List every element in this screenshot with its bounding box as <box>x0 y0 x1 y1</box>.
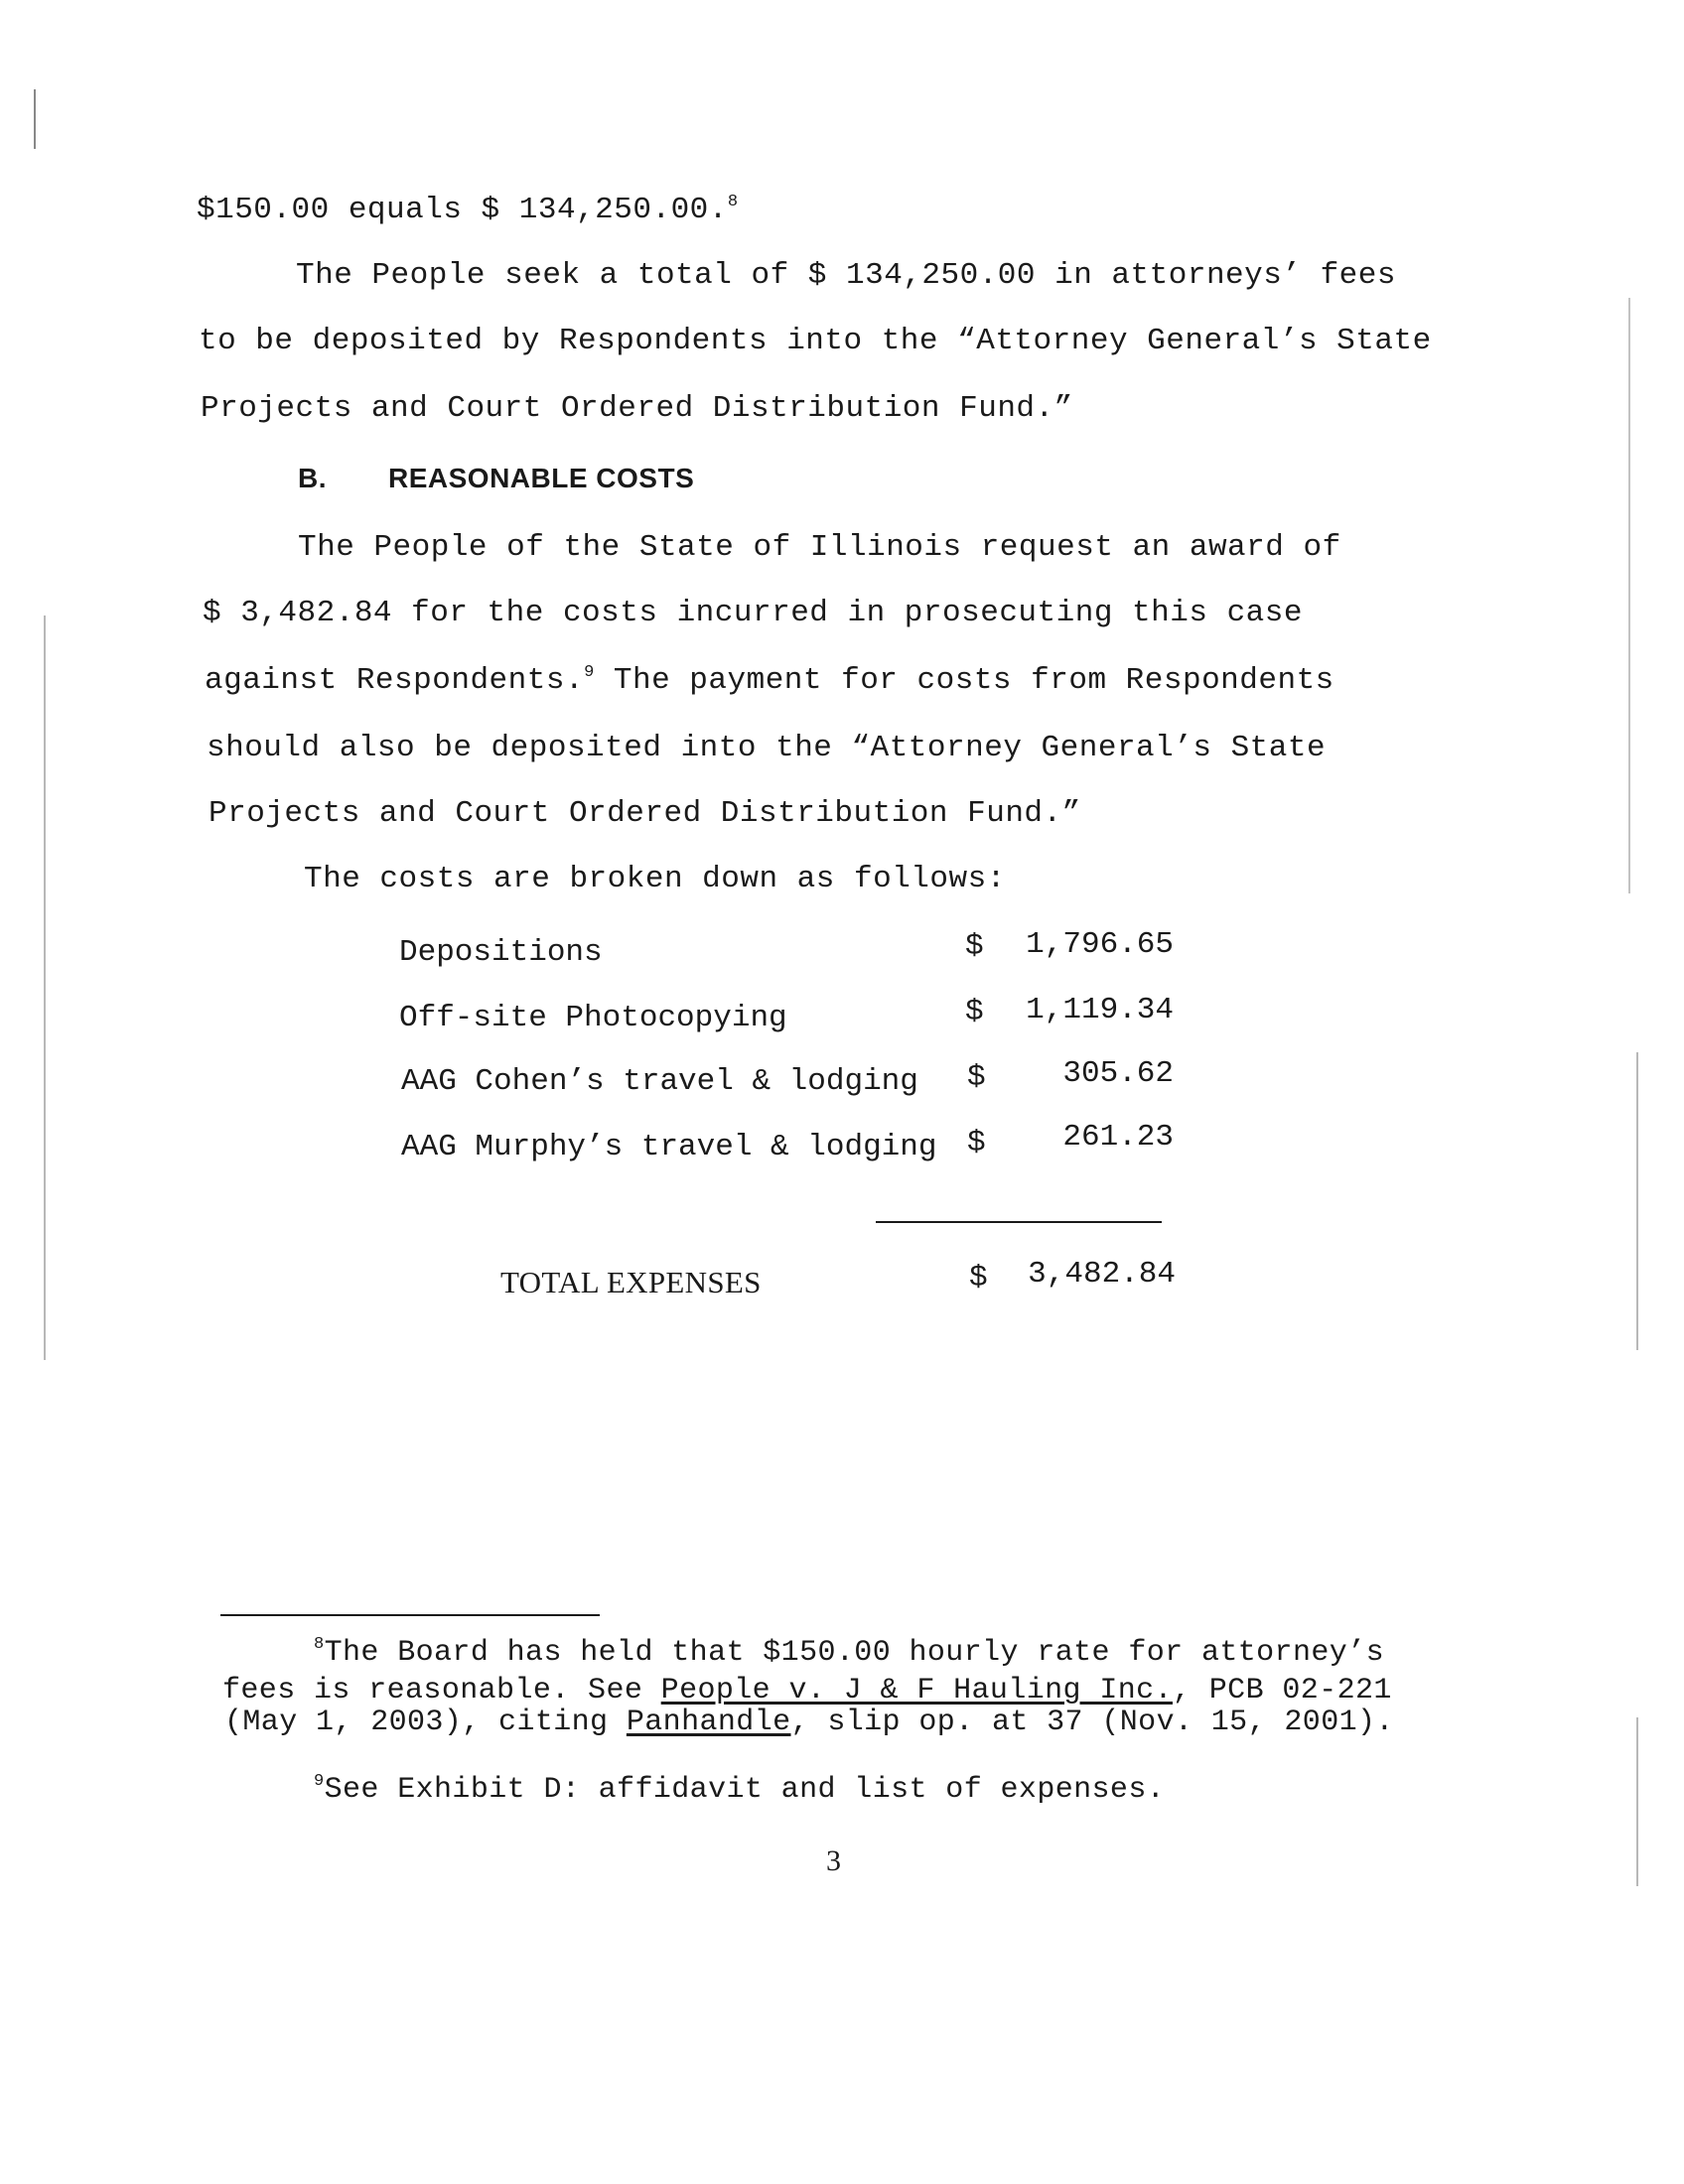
para1-line2: to be deposited by Respondents into the “Attorney General’s State <box>199 324 1432 358</box>
page-number: 3 <box>826 1844 841 1877</box>
scan-margin-mark <box>44 615 46 1360</box>
footnote-ref-8: 8 <box>727 193 739 211</box>
para1-line1: The People seek a total of $ 134,250.00 in attorneys’ fees <box>296 258 1396 293</box>
total-dollar-sign: $ <box>969 1261 988 1296</box>
footnote-8-line3: (May 1, 2003), citing Panhandle, slip op. at 37 (Nov. 15, 2001). <box>224 1706 1394 1739</box>
footnote-9: $^9$See Exhibit D: affidavit and list of expenses. <box>314 1772 1166 1807</box>
total-rule <box>876 1221 1162 1223</box>
cost-label: Depositions <box>399 935 603 970</box>
case-citation: People v. J & F Hauling Inc. <box>660 1674 1173 1707</box>
case-citation: Panhandle <box>626 1706 791 1739</box>
cost-amount: 261.23 <box>1062 1120 1174 1155</box>
scan-margin-mark <box>1628 298 1630 893</box>
footnote-9-number: 9 <box>314 1772 325 1791</box>
cost-amount: 1,119.34 <box>1026 993 1174 1027</box>
scan-margin-mark <box>1636 1717 1638 1886</box>
footnote-8-line2: fees is reasonable. See People v. J & F Hauling Inc., PCB 02-221 <box>222 1674 1392 1707</box>
footnote-ref-9: 9 <box>584 663 595 682</box>
cost-dollar-sign: $ <box>965 995 984 1029</box>
footnote-8-line1: $^8$The Board has held that $150.00 hourly rate for attorney’s <box>314 1635 1384 1670</box>
scan-margin-mark <box>1636 1052 1638 1350</box>
total-label: TOTAL EXPENSES <box>500 1265 762 1299</box>
total-amount: 3,482.84 <box>1028 1257 1176 1292</box>
para1-line3: Projects and Court Ordered Distribution Fund.” <box>201 391 1073 426</box>
footnote-8-number: 8 <box>314 1635 325 1654</box>
cost-dollar-sign: $ <box>967 1060 986 1095</box>
para2-line4: should also be deposited into the “Attorney General’s State <box>207 731 1327 765</box>
cost-label: AAG Murphy’s travel & lodging <box>401 1130 937 1164</box>
para2-line2: $ 3,482.84 for the costs incurred in prosecuting this case <box>203 596 1303 630</box>
heading-letter: B. <box>298 463 327 493</box>
opening-line: $150.00 equals $ 134,250.00.$^8$ <box>197 193 739 227</box>
cost-label: Off-site Photocopying <box>399 1001 787 1035</box>
para2-line5: Projects and Court Ordered Distribution Fund.” <box>209 796 1081 831</box>
scan-margin-mark <box>34 89 36 149</box>
para2-line3: against Respondents.$^9$ The payment for costs from Respondents <box>205 663 1334 698</box>
cost-dollar-sign: $ <box>967 1126 986 1160</box>
cost-amount: 1,796.65 <box>1026 927 1174 962</box>
heading-text: REASONABLE COSTS <box>388 463 695 493</box>
cost-amount: 305.62 <box>1062 1056 1174 1091</box>
costs-intro: The costs are broken down as follows: <box>304 862 1006 896</box>
section-heading <box>298 459 694 500</box>
footnote-separator <box>220 1614 600 1616</box>
cost-dollar-sign: $ <box>965 929 984 964</box>
cost-label: AAG Cohen’s travel & lodging <box>401 1064 918 1099</box>
para2-line1: The People of the State of Illinois request an award of <box>298 530 1341 565</box>
